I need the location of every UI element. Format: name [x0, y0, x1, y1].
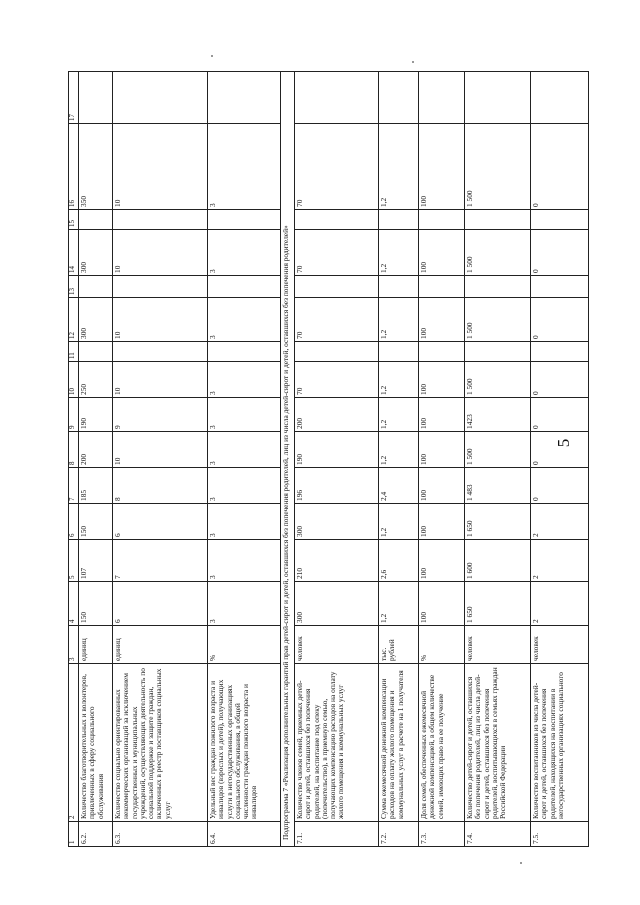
table-cell: 0	[531, 362, 589, 398]
table-cell: 1,2	[379, 504, 419, 540]
table-cell: 2,6	[379, 540, 419, 582]
table-cell: 10	[69, 362, 79, 398]
scan-speck	[520, 862, 522, 864]
table-row	[113, 72, 208, 847]
table-cell: 3	[208, 298, 281, 342]
table-cell: 3	[208, 124, 281, 210]
table-cell	[379, 72, 419, 124]
indicator-name-cell: Сумма ежемесячной денежной компенсации расходов на оплату жилого помещения и коммунальных услуг в расчете на 1 получателя	[379, 664, 419, 822]
table-cell	[379, 342, 419, 362]
table-cell: 6	[113, 582, 208, 626]
indicator-name-cell: Количество благотворительных и волонтеров, привлеченных в сферу социального обслуживания	[79, 664, 113, 822]
table-cell: 10	[113, 230, 208, 276]
table-cell: 70	[295, 362, 379, 398]
table-cell: 3	[208, 582, 281, 626]
table-cell	[379, 276, 419, 298]
table-cell: 350	[79, 124, 113, 210]
table-cell: 2	[531, 504, 589, 540]
table-cell: %	[208, 626, 281, 664]
table-cell: 200	[295, 398, 379, 432]
rotated-table-container	[68, 72, 565, 847]
table-cell: 3	[208, 504, 281, 540]
table-row	[379, 72, 419, 847]
table-cell: 150	[79, 504, 113, 540]
table-cell: 1 650	[465, 504, 531, 540]
table-cell: 16	[69, 124, 79, 210]
table-cell: 0	[531, 468, 589, 504]
row-number-cell: 7.4.	[465, 822, 531, 847]
table-cell: 13	[69, 276, 79, 298]
table-cell: 3	[208, 432, 281, 468]
table-cell: 300	[295, 582, 379, 626]
table-cell: 14	[69, 230, 79, 276]
table-cell	[419, 210, 465, 230]
table-cell: 10	[113, 362, 208, 398]
table-cell	[419, 342, 465, 362]
table-cell: 2,4	[379, 468, 419, 504]
table-cell: 250	[79, 362, 113, 398]
table-cell: 5	[69, 540, 79, 582]
table-cell: 100	[419, 504, 465, 540]
table-cell	[295, 210, 379, 230]
table-cell: 196	[295, 468, 379, 504]
table-cell: 1,2	[379, 432, 419, 468]
table-cell	[113, 210, 208, 230]
table-cell: 100	[419, 432, 465, 468]
table-cell: 6	[69, 504, 79, 540]
table-cell: 107	[79, 540, 113, 582]
table-cell: 100	[419, 298, 465, 342]
table-cell	[531, 276, 589, 298]
table-cell: 11	[69, 342, 79, 362]
table-header-row	[69, 72, 79, 847]
table-cell: 10	[113, 298, 208, 342]
table-cell: 70	[295, 230, 379, 276]
table-cell	[208, 276, 281, 298]
row-number-cell: 6.3.	[113, 822, 208, 847]
table-cell: 0	[531, 298, 589, 342]
table-cell: 0	[531, 230, 589, 276]
table-cell: 8	[113, 468, 208, 504]
table-cell	[79, 72, 113, 124]
table-row	[465, 72, 531, 847]
table-cell	[295, 276, 379, 298]
table-cell: 0	[531, 432, 589, 468]
table-row	[79, 72, 113, 847]
table-cell: 4	[69, 582, 79, 626]
table-cell: 150	[79, 582, 113, 626]
indicator-name-cell: Количество детей-сирот и детей, оставшихся без попечения родителей, лиц из числа детей-сирот и детей, оставшихся без попечения родителей, воспитывающихся в семьях граждан Российской Федерации	[465, 664, 531, 822]
table-cell: 1,2	[379, 398, 419, 432]
row-number-cell: 6.2.	[79, 822, 113, 847]
row-number-cell: 6.4.	[208, 822, 281, 847]
table-cell: 0	[531, 124, 589, 210]
table-cell: 100	[419, 230, 465, 276]
table-cell	[379, 210, 419, 230]
table-cell: 1,2	[379, 230, 419, 276]
table-cell	[419, 276, 465, 298]
table-cell: 15	[69, 210, 79, 230]
table-cell	[465, 276, 531, 298]
table-cell	[79, 210, 113, 230]
indicator-name-cell: Количество социально ориентированных некоммерческих организаций за исключением государственных и муниципальных учреждений, осуществляющих деятельность по социальной поддержке и защите граждан, включенных в реестр поставщиков социальных услуг	[113, 664, 208, 822]
table-cell	[531, 210, 589, 230]
table-cell: 9	[69, 398, 79, 432]
subprogram-row	[281, 72, 295, 847]
table-cell: 100	[419, 124, 465, 210]
table-row	[531, 72, 589, 847]
table-cell: 1 500	[465, 230, 531, 276]
table-cell	[113, 342, 208, 362]
table-cell: 10	[113, 124, 208, 210]
table-cell: 7	[113, 540, 208, 582]
table-cell: 2	[531, 582, 589, 626]
row-number-cell: 7.2.	[379, 822, 419, 847]
table-cell: 1 600	[465, 540, 531, 582]
table-cell: 6	[113, 504, 208, 540]
row-number-cell: 7.1.	[295, 822, 379, 847]
row-number-cell: 7.3.	[419, 822, 465, 847]
table-cell	[79, 342, 113, 362]
table-cell	[208, 210, 281, 230]
table-cell: 1 500	[465, 432, 531, 468]
table-row	[295, 72, 379, 847]
table-cell	[465, 210, 531, 230]
table-cell: 100	[419, 468, 465, 504]
scan-speck	[412, 61, 414, 63]
table-cell: 1,2	[379, 124, 419, 210]
table-cell	[465, 72, 531, 124]
indicator-name-cell: Удельный вес граждан пожилого возраста и инвалидов (взрослых и детей), получающих услуги в негосударственных организациях социального обслуживания, в общей численности граждан пожилого возраста и инвалидов	[208, 664, 281, 822]
table-cell: 7	[69, 468, 79, 504]
table-cell: 100	[419, 362, 465, 398]
table-cell	[113, 72, 208, 124]
table-cell: 2	[531, 540, 589, 582]
table-cell: человек	[465, 626, 531, 664]
table-cell: человек	[295, 626, 379, 664]
table-row	[419, 72, 465, 847]
table-cell: 3	[208, 230, 281, 276]
table-cell	[208, 72, 281, 124]
table-cell: человек	[531, 626, 589, 664]
table-cell: 1,2	[379, 362, 419, 398]
table-cell: 1 483	[465, 468, 531, 504]
table-cell: 8	[69, 432, 79, 468]
table-cell: 70	[295, 124, 379, 210]
table-cell: единиц	[113, 626, 208, 664]
table-cell: 3	[208, 540, 281, 582]
table-cell: 70	[295, 298, 379, 342]
table-cell: 190	[295, 432, 379, 468]
table-cell: 3	[208, 468, 281, 504]
table-cell: 9	[113, 398, 208, 432]
table-cell: 300	[79, 298, 113, 342]
table-cell: 3	[208, 362, 281, 398]
table-cell: 1 500	[465, 298, 531, 342]
table-cell: 185	[79, 468, 113, 504]
table-cell: 1 500	[465, 124, 531, 210]
indicators-table	[68, 71, 589, 847]
table-cell: 100	[419, 398, 465, 432]
indicator-name-cell: Доля семей, обеспеченных ежемесячной денежной компенсацией, в общем количестве семей, имеющих право на ее получение	[419, 664, 465, 822]
table-cell: 100	[419, 582, 465, 626]
table-cell: %	[419, 626, 465, 664]
table-cell: 17	[69, 72, 79, 124]
row-number-cell: 1	[69, 822, 79, 847]
table-cell	[79, 276, 113, 298]
indicator-name-cell: Количество воспитанников из числа детей-сирот и детей, оставшихся без попечения родителей, находящихся на воспитании в негосударственных организациях социального	[531, 664, 589, 822]
table-cell	[113, 276, 208, 298]
table-cell: 1,2	[379, 298, 419, 342]
subprogram-title: Подпрограмма 7 «Реализация дополнительных гарантий прав детей-сирот и детей, оставшихся без попечения родителей, лиц из числа детей-сирот и детей, оставшихся без попечения родителей»	[281, 72, 295, 847]
table-cell: 3	[69, 626, 79, 664]
table-cell: 0	[531, 398, 589, 432]
table-cell: 300	[295, 504, 379, 540]
table-cell: тыс. рублей	[379, 626, 419, 664]
table-cell	[531, 72, 589, 124]
table-cell: 3	[208, 398, 281, 432]
table-cell: 100	[419, 540, 465, 582]
table-cell	[465, 342, 531, 362]
table-cell: 1423	[465, 398, 531, 432]
table-cell: 12	[69, 298, 79, 342]
table-cell: 210	[295, 540, 379, 582]
table-cell	[531, 342, 589, 362]
table-row	[208, 72, 281, 847]
indicator-name-cell: Количество членов семей, приемных детей-сирот и детей, оставшихся без попечения родителей, на воспитание под опеку (попечительство), в приемную семью, получающих компенсацию расходов на оплату жилого помещения и коммунальных услуг	[295, 664, 379, 822]
table-cell: 1,2	[379, 582, 419, 626]
scan-speck	[211, 55, 213, 57]
table-cell	[419, 72, 465, 124]
indicator-name-cell: 2	[69, 664, 79, 822]
table-cell: 1 500	[465, 362, 531, 398]
table-cell: единиц	[79, 626, 113, 664]
table-cell: 200	[79, 432, 113, 468]
table-cell: 300	[79, 230, 113, 276]
table-cell	[295, 72, 379, 124]
table-cell: 190	[79, 398, 113, 432]
table-cell: 1 650	[465, 582, 531, 626]
table-cell: 10	[113, 432, 208, 468]
table-cell	[295, 342, 379, 362]
table-cell	[208, 342, 281, 362]
page-number: 5	[554, 438, 573, 448]
row-number-cell: 7.5.	[531, 822, 589, 847]
